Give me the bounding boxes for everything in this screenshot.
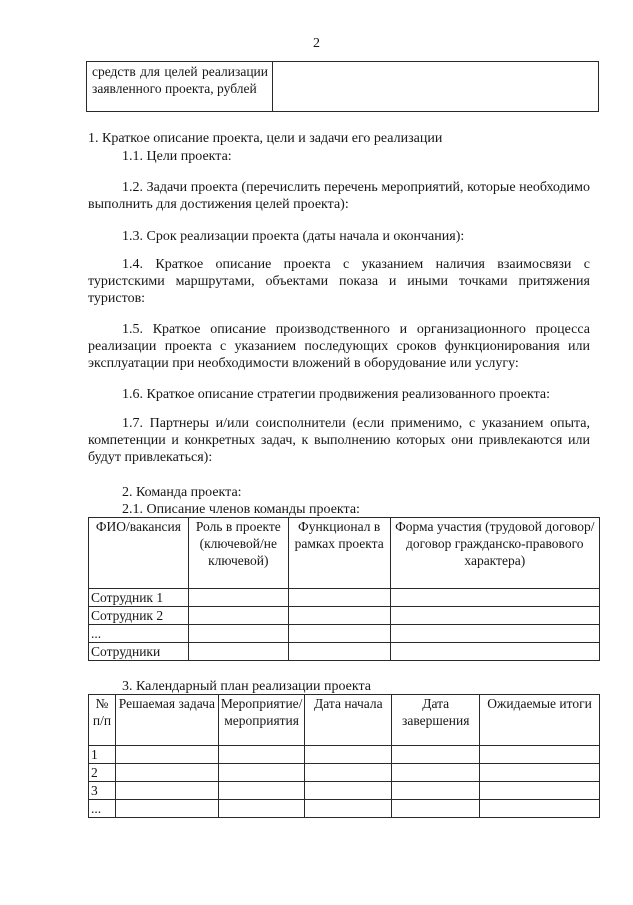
plan-cell-number: 1 <box>89 746 116 764</box>
plan-cell <box>218 764 305 782</box>
table-row <box>89 800 600 818</box>
section2-heading: 2. Команда проекта: <box>122 485 242 500</box>
calendar-plan-table <box>88 694 600 818</box>
plan-cell <box>218 800 305 818</box>
plan-cell <box>218 782 305 800</box>
plan-cell <box>115 746 218 764</box>
plan-cell-number: ... <box>89 800 116 818</box>
team-cell <box>390 625 599 643</box>
team-cell <box>390 607 599 625</box>
plan-cell <box>115 764 218 782</box>
team-cell-name: ... <box>89 625 189 643</box>
item-1-4: 1.4. Краткое описание проекта с указанием наличия взаимосвязи с туристскими маршрутами, объектами показа и иными точками притяжения туристов: <box>88 257 590 306</box>
plan-cell <box>392 764 480 782</box>
item-1-3: 1.3. Срок реализации проекта (даты начала и окончания): <box>122 229 465 244</box>
team-cell <box>390 589 599 607</box>
item-1-1: 1.1. Цели проекта: <box>122 149 232 164</box>
budget-value <box>273 62 599 112</box>
section1-heading: 1. Краткое описание проекта, цели и задачи его реализации <box>88 131 443 146</box>
plan-cell-number: 2 <box>89 764 116 782</box>
team-header-name: ФИО/вакансия <box>89 518 189 589</box>
team-cell-name: Сотрудник 1 <box>89 589 189 607</box>
table-row <box>89 782 600 800</box>
section3-heading: 3. Календарный план реализации проекта <box>122 679 372 694</box>
budget-label: средств для целей реализации заявленного проекта, рублей <box>87 62 273 112</box>
budget-table <box>86 61 599 112</box>
item-1-5: 1.5. Краткое описание производственного и организационного процесса реализации проекта с указанием последующих сроков функционирования или эксплуатации при необходимости вложений в оборудование или услугу: <box>88 322 590 371</box>
plan-cell <box>392 782 480 800</box>
team-cell <box>288 643 390 661</box>
plan-cell <box>480 764 600 782</box>
plan-header-results: Ожидаемые итоги <box>480 695 600 746</box>
team-cell-name: Сотрудник 2 <box>89 607 189 625</box>
team-header-form: Форма участия (трудовой договор/договор гражданско-правового характера) <box>390 518 599 589</box>
plan-cell-number: 3 <box>89 782 116 800</box>
item-1-6: 1.6. Краткое описание стратегии продвижения реализованного проекта: <box>122 387 550 402</box>
plan-cell <box>392 746 480 764</box>
plan-header-start: Дата начала <box>305 695 392 746</box>
table-row <box>89 607 600 625</box>
plan-header-activity: Мероприятие/мероприятия <box>218 695 305 746</box>
item-1-2: 1.2. Задачи проекта (перечислить перечень мероприятий, которые необходимо выполнить для достижения целей проекта): <box>88 180 590 212</box>
team-cell <box>390 643 599 661</box>
plan-cell <box>305 782 392 800</box>
plan-cell <box>305 746 392 764</box>
page-number: 2 <box>313 36 320 51</box>
section2-subheading: 2.1. Описание членов команды проекта: <box>122 502 360 517</box>
team-table <box>88 517 600 661</box>
plan-cell <box>218 746 305 764</box>
plan-header-task: Решаемая задача <box>115 695 218 746</box>
plan-cell <box>305 800 392 818</box>
team-cell <box>188 607 288 625</box>
item-1-7: 1.7. Партнеры и/или соисполнители (если применимо, с указанием опыта, компетенции и конкретных задач, к выполнению которых они привлекаются или будут привлекаться): <box>88 416 590 465</box>
plan-cell <box>480 782 600 800</box>
team-cell <box>188 589 288 607</box>
plan-cell <box>305 764 392 782</box>
table-row <box>89 643 600 661</box>
plan-header-end: Дата завершения <box>392 695 480 746</box>
team-header-role: Роль в проекте (ключевой/не ключевой) <box>188 518 288 589</box>
plan-cell <box>480 746 600 764</box>
team-cell <box>288 589 390 607</box>
table-row <box>89 746 600 764</box>
plan-header-number: № п/п <box>89 695 116 746</box>
team-cell <box>188 643 288 661</box>
table-row <box>89 764 600 782</box>
team-header-function: Функционал в рамках проекта <box>288 518 390 589</box>
table-row <box>89 625 600 643</box>
team-cell <box>288 607 390 625</box>
team-cell-name: Сотрудники <box>89 643 189 661</box>
plan-cell <box>115 800 218 818</box>
plan-cell <box>392 800 480 818</box>
team-cell <box>288 625 390 643</box>
plan-cell <box>480 800 600 818</box>
team-cell <box>188 625 288 643</box>
plan-cell <box>115 782 218 800</box>
table-row <box>89 589 600 607</box>
